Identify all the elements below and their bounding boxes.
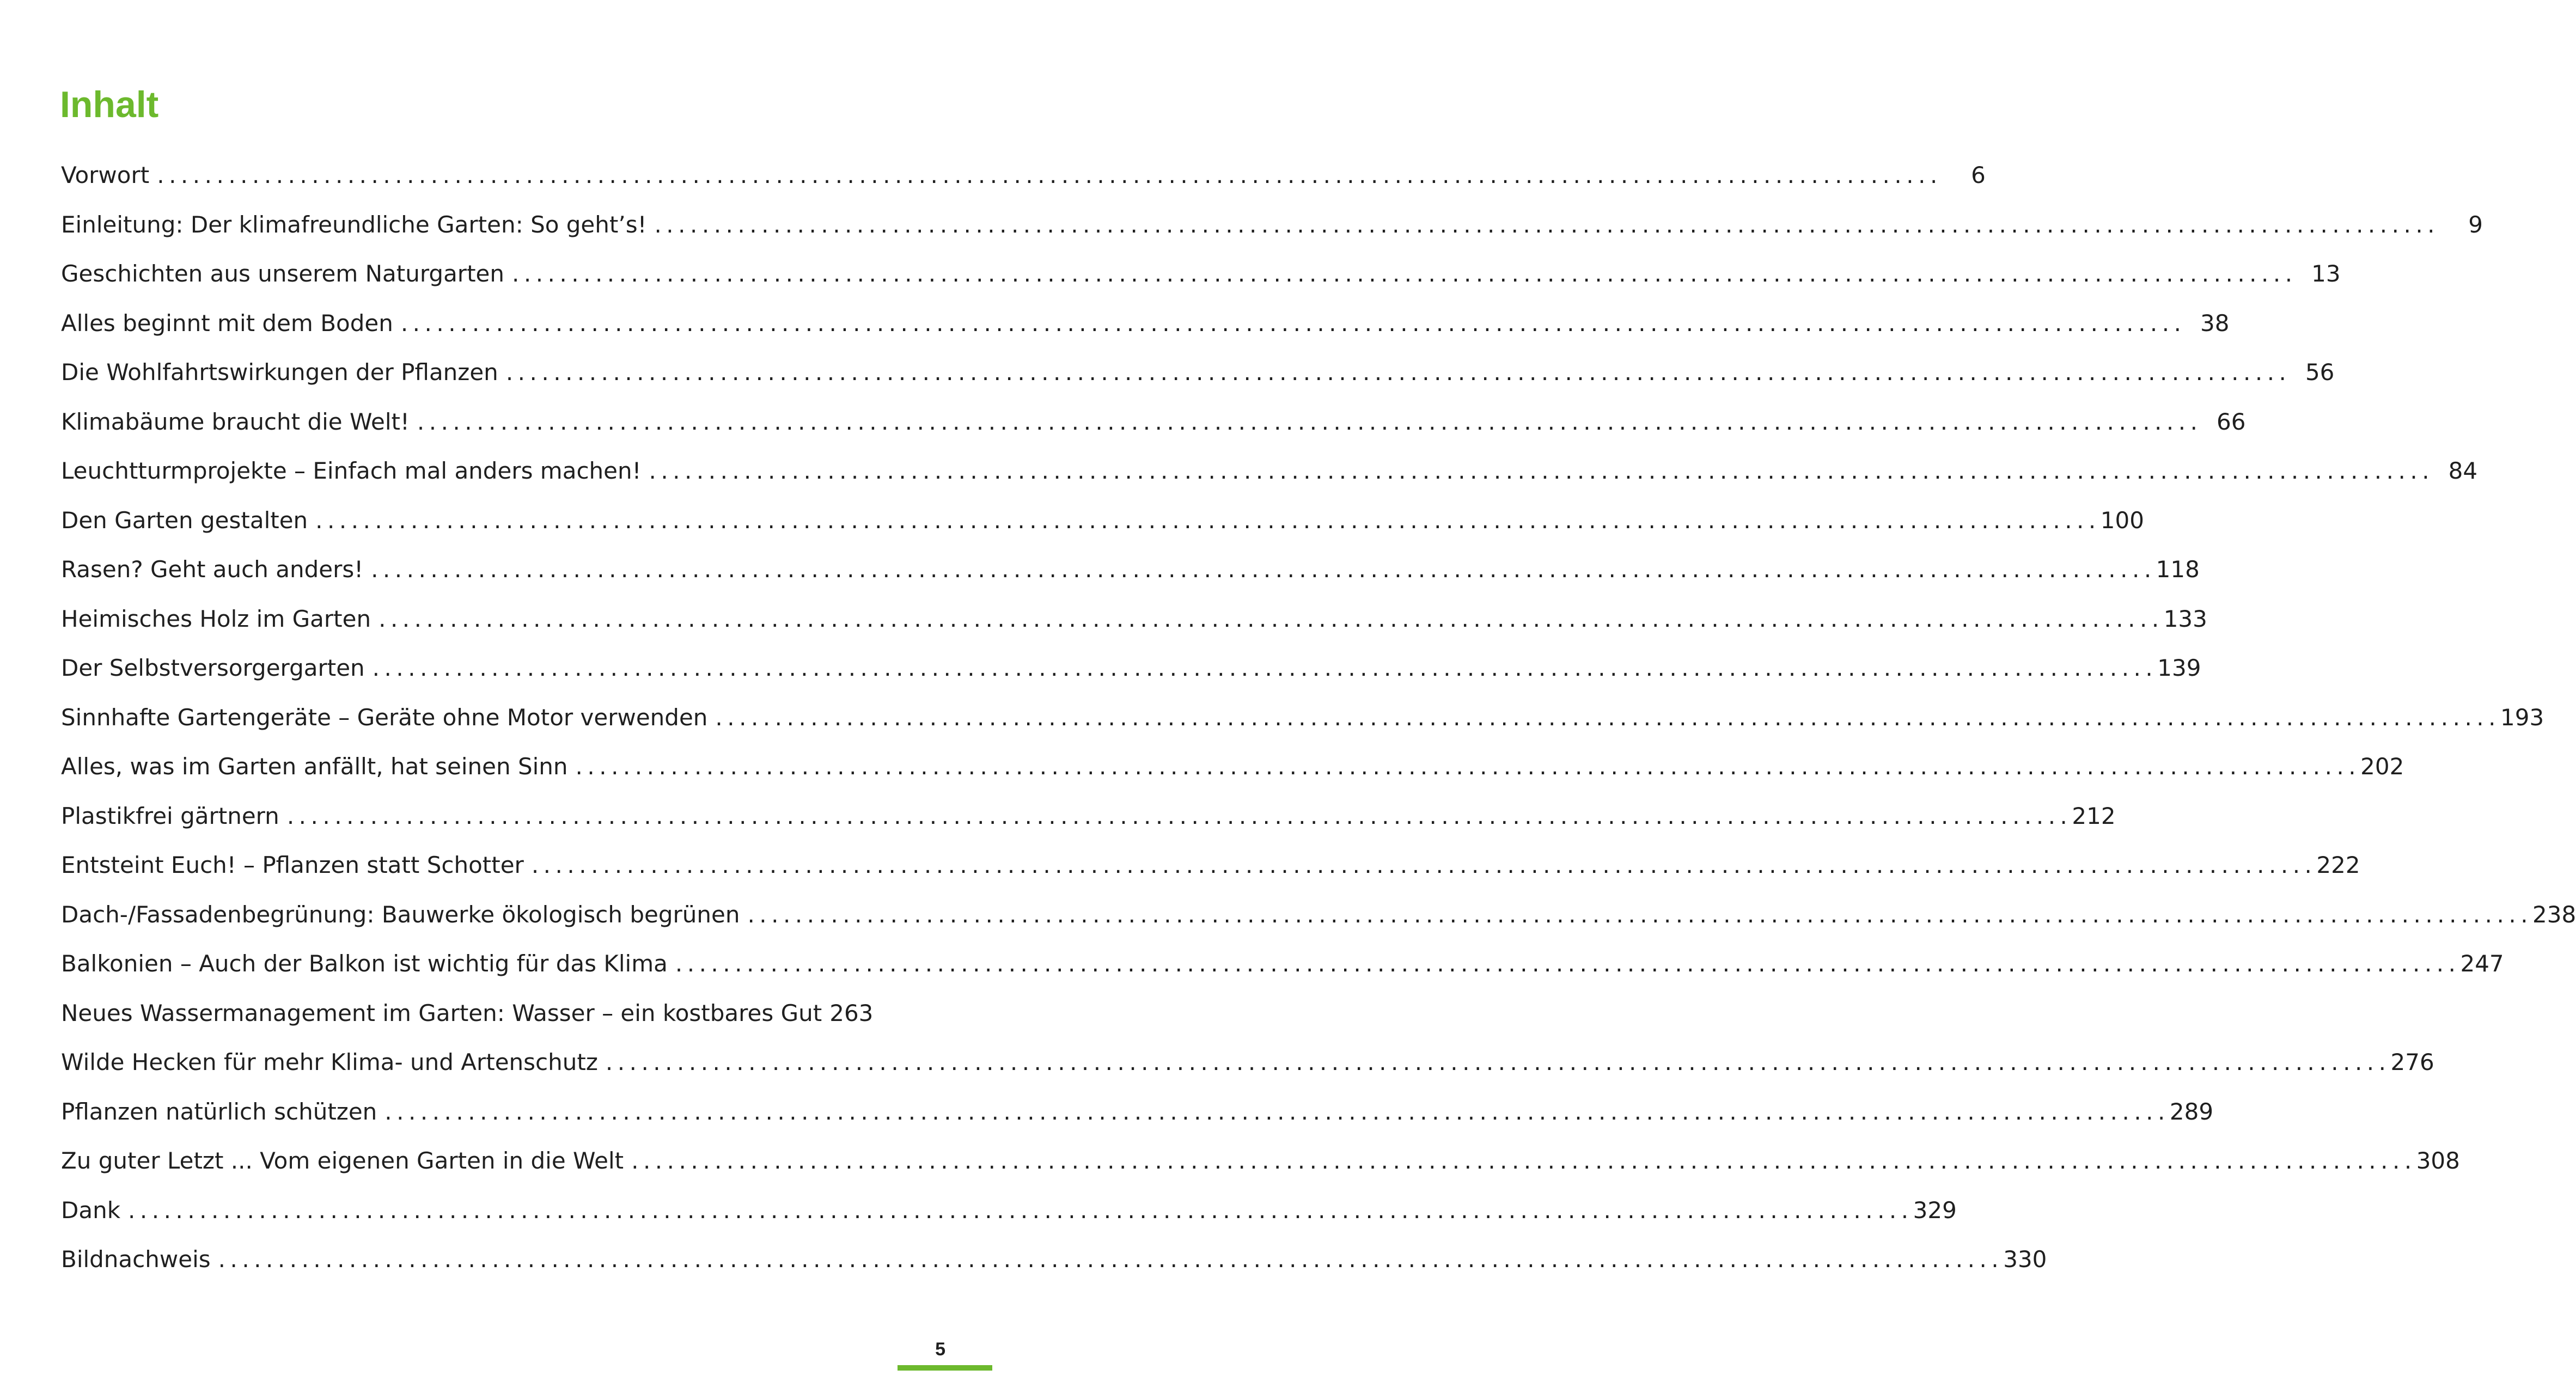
toc-entry-page: 308	[2416, 1147, 2460, 1174]
dot-leader: ......................................................................................................................................................	[631, 1147, 2416, 1174]
toc-entry-page: 118	[2156, 556, 2200, 583]
dot-leader: ......................................................................................................................................................	[372, 655, 2158, 681]
dot-leader: ......................................................................................................................................................	[371, 556, 2156, 583]
toc-entry-title: Leuchtturmprojekte – Einfach mal anders machen!	[61, 457, 642, 484]
toc-entry[interactable]	[61, 1143, 2460, 1193]
toc-entry[interactable]	[61, 305, 2230, 355]
page-title: Inhalt	[60, 84, 159, 125]
toc-entry-title: Pflanzen natürlich schützen	[61, 1098, 377, 1125]
dot-leader: ......................................................................................................................................................	[747, 901, 2533, 928]
dot-leader: ......................................................................................................................................................	[675, 950, 2461, 977]
toc-entry[interactable]	[61, 1193, 1957, 1242]
toc-entry-title: Dank	[61, 1196, 121, 1224]
toc-entry-page: 289	[2169, 1098, 2214, 1125]
toc-entry[interactable]	[61, 601, 2207, 651]
dot-leader: ......................................................................................................................................................	[417, 408, 2202, 435]
toc-entry-page: 329	[1913, 1196, 1957, 1224]
toc-entry[interactable]	[61, 749, 2404, 798]
toc-entry[interactable]	[61, 1094, 2214, 1144]
toc-entry[interactable]	[61, 503, 2144, 552]
toc-entry[interactable]	[61, 453, 2478, 503]
dot-leader: ......................................................................................................................................................	[715, 704, 2500, 731]
toc-entry-title: Alles beginnt mit dem Boden	[61, 309, 393, 337]
toc-entry-title: Einleitung: Der klimafreundliche Garten: So geht’s!	[61, 211, 647, 238]
toc-entry-title: Klimabäume braucht die Welt!	[61, 408, 410, 435]
toc-entry-title: Balkonien – Auch der Balkon ist wichtig für das Klima	[61, 950, 668, 977]
toc-entry-page: 100	[2100, 506, 2144, 534]
toc-entry-title: Neues Wassermanagement im Garten: Wasser – ein kostbares Gut	[61, 999, 822, 1026]
toc-entry-title: Wilde Hecken für mehr Klima- und Artenschutz	[61, 1049, 598, 1075]
toc-entry-title: Vorwort	[61, 162, 150, 188]
toc-entry[interactable]	[61, 700, 2544, 749]
toc-entry-page: 133	[2163, 605, 2207, 632]
dot-leader: ......................................................................................................................................................	[315, 506, 2101, 534]
toc-entry-page: 66	[2217, 408, 2246, 435]
toc-entry-page: 212	[2072, 802, 2116, 829]
toc-entry-page: 276	[2390, 1049, 2434, 1075]
toc-entry[interactable]	[61, 354, 2335, 404]
dot-leader: ......................................................................................................................................................	[649, 457, 2434, 484]
toc-entry-title: Der Selbstversorgergarten	[61, 655, 365, 681]
toc-entry-page: 193	[2500, 704, 2544, 731]
dot-leader: ......................................................................................................................................................	[512, 260, 2297, 287]
toc-entry-title: Dach-/Fassadenbegrünung: Bauwerke ökologisch begrünen	[61, 901, 740, 928]
table-of-contents	[61, 157, 2576, 1291]
dot-leader: ......................................................................................................................................................	[157, 162, 1942, 188]
dot-leader: ......................................................................................................................................................	[384, 1098, 2170, 1125]
toc-entry[interactable]	[61, 256, 2341, 305]
toc-entry[interactable]	[61, 1242, 2047, 1291]
toc-entry-title: Geschichten aus unserem Naturgarten	[61, 260, 504, 287]
toc-entry-title: Alles, was im Garten anfällt, hat seinen Sinn	[61, 753, 568, 780]
toc-entry[interactable]	[61, 207, 2483, 256]
page-accent-bar	[898, 1365, 992, 1371]
dot-leader: ......................................................................................................................................................	[400, 309, 2186, 337]
dot-leader: ......................................................................................................................................................	[654, 211, 2440, 238]
toc-entry-title: Bildnachweis	[61, 1246, 211, 1273]
dot-leader: ......................................................................................................................................................	[218, 1246, 2004, 1273]
toc-entry[interactable]	[61, 157, 1986, 207]
toc-entry-page: 6	[1971, 162, 1986, 188]
toc-entry-page: 222	[2316, 852, 2360, 878]
toc-entry-page: 56	[2305, 359, 2335, 386]
toc-entry[interactable]	[61, 552, 2200, 601]
toc-entry-page: 38	[2200, 309, 2230, 337]
toc-entry-page: 139	[2157, 655, 2201, 681]
toc-entry-title: Den Garten gestalten	[61, 506, 308, 534]
dot-leader: ......................................................................................................................................................	[286, 802, 2072, 829]
toc-entry-title: Heimisches Holz im Garten	[61, 605, 371, 632]
toc-entry-page: 330	[2003, 1246, 2047, 1273]
toc-entry-page: 84	[2448, 457, 2478, 484]
toc-entry[interactable]	[61, 650, 2201, 700]
toc-entry-title: Entsteint Euch! – Pflanzen statt Schotter	[61, 852, 524, 878]
toc-entry-title: Zu guter Letzt ... Vom eigenen Garten in die Welt	[61, 1147, 624, 1174]
toc-entry-page: 247	[2460, 950, 2504, 977]
toc-entry-title: Rasen? Geht auch anders!	[61, 556, 364, 583]
dot-leader: ......................................................................................................................................................	[575, 753, 2361, 780]
dot-leader: ......................................................................................................................................................	[531, 852, 2317, 878]
page-number: 5	[935, 1339, 945, 1360]
toc-entry-page: 202	[2360, 753, 2404, 780]
toc-entry-title: Sinnhafte Gartengeräte – Geräte ohne Motor verwenden	[61, 704, 708, 731]
dot-leader: ......................................................................................................................................................	[379, 605, 2164, 632]
toc-entry-page: 13	[2311, 260, 2341, 287]
toc-entry-page: 263	[829, 999, 874, 1026]
toc-entry[interactable]	[61, 946, 2504, 995]
toc-entry[interactable]	[61, 995, 874, 1045]
toc-entry[interactable]	[61, 847, 2360, 897]
toc-entry[interactable]	[61, 897, 2576, 946]
dot-leader: ......................................................................................................................................................	[505, 359, 2291, 386]
toc-entry-page: 238	[2532, 901, 2576, 928]
dot-leader: ......................................................................................................................................................	[605, 1049, 2391, 1075]
toc-entry-page: 9	[2468, 211, 2483, 238]
dot-leader: ......................................................................................................................................................	[128, 1196, 1913, 1224]
toc-entry-title: Plastikfrei gärtnern	[61, 802, 279, 829]
toc-entry-title: Die Wohlfahrtswirkungen der Pflanzen	[61, 359, 498, 386]
toc-entry[interactable]	[61, 404, 2246, 454]
toc-entry[interactable]	[61, 798, 2116, 848]
toc-entry[interactable]	[61, 1044, 2434, 1094]
